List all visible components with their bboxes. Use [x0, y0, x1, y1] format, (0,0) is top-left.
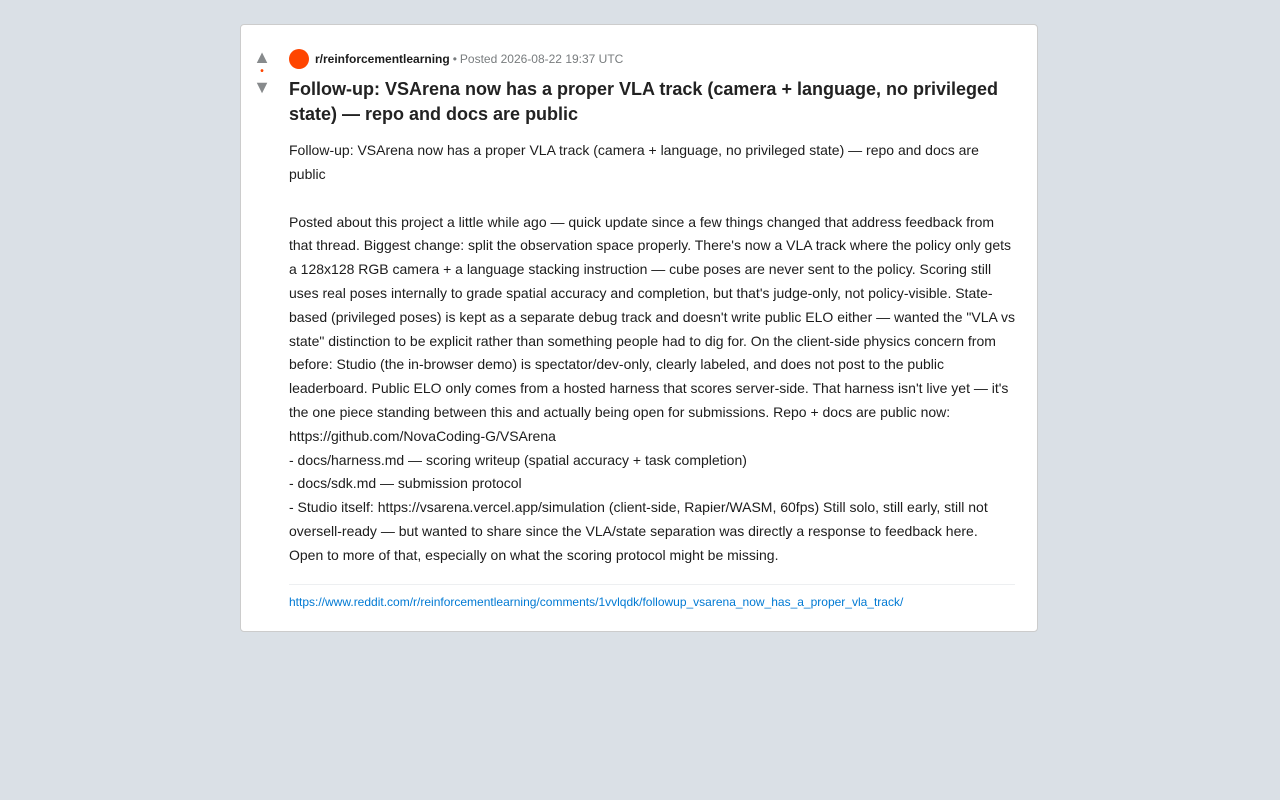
post-body-line: - docs/harness.md — scoring writeup (spatial accuracy + task completion) [289, 451, 747, 468]
post-body-intro: Follow-up: VSArena now has a proper VLA track (camera + language, no privileged state) — repo and docs are public [289, 142, 979, 182]
subreddit-name[interactable]: r/reinforcementlearning [315, 52, 450, 66]
post-body-line: - docs/sdk.md — submission protocol [289, 475, 522, 492]
post-footer [289, 584, 1015, 610]
post-title[interactable]: Follow-up: VSArena now has a proper VLA track (camera + language, no privileged state) — repo and docs are public [289, 79, 998, 124]
post-body-line: - Studio itself: https://vsarena.vercel.app/simulation (client-side, Rapier/WASM, 60fps) Still solo, still early, still not oversell-ready — but wanted to share since the VLA/state separation was directly a response to feedback here. Open to more of that, especially on what the scoring protocol might be missing. [289, 499, 988, 563]
post-body-line: https://github.com/NovaCoding-G/VSArena [289, 427, 556, 444]
post-card [240, 24, 1038, 632]
upvote-icon[interactable]: ▲ [253, 47, 271, 67]
meta-separator: • [452, 52, 457, 66]
post-body-line: Posted about this project a little while ago — quick update since a few things changed that address feedback from that thread. Biggest change: split the observation space properly. There's now a VLA track where the policy only gets a 128x128 RGB camera + a language stacking instruction — cube poses are never sent to the policy. Scoring still uses real poses internally to grade spatial accuracy and completion, but that's judge-only, not policy-visible. State-based (privileged poses) is kept as a separate debug track and doesn't write public ELO either — wanted the "VLA vs state" distinction to be explicit rather than something people had to dig for. On the client-side physics concern from before: Studio (the in-browser demo) is spectator/dev-only, clearly labeled, and does not post to the public leaderboard. Public ELO only comes from a hosted harness that scores server-side. That harness isn't live yet — it's the one piece standing between this and actually being open for submissions. Repo + docs are public now: [289, 213, 1015, 420]
post-timestamp: Posted 2026-08-22 19:37 UTC [459, 52, 624, 66]
post-content [289, 49, 1015, 610]
paragraph-gap [289, 187, 1015, 211]
downvote-icon[interactable]: ▼ [253, 77, 271, 97]
vote-score: • [260, 66, 264, 77]
permalink-link[interactable]: https://www.reddit.com/r/reinforcementlearning/comments/1vvlqdk/followup_vsarena_now_has_a_proper_vla_track/ [289, 594, 904, 609]
subreddit-avatar-icon[interactable] [289, 49, 309, 69]
vote-column [251, 47, 273, 97]
post-meta [289, 49, 1015, 69]
post-body [289, 139, 1015, 568]
